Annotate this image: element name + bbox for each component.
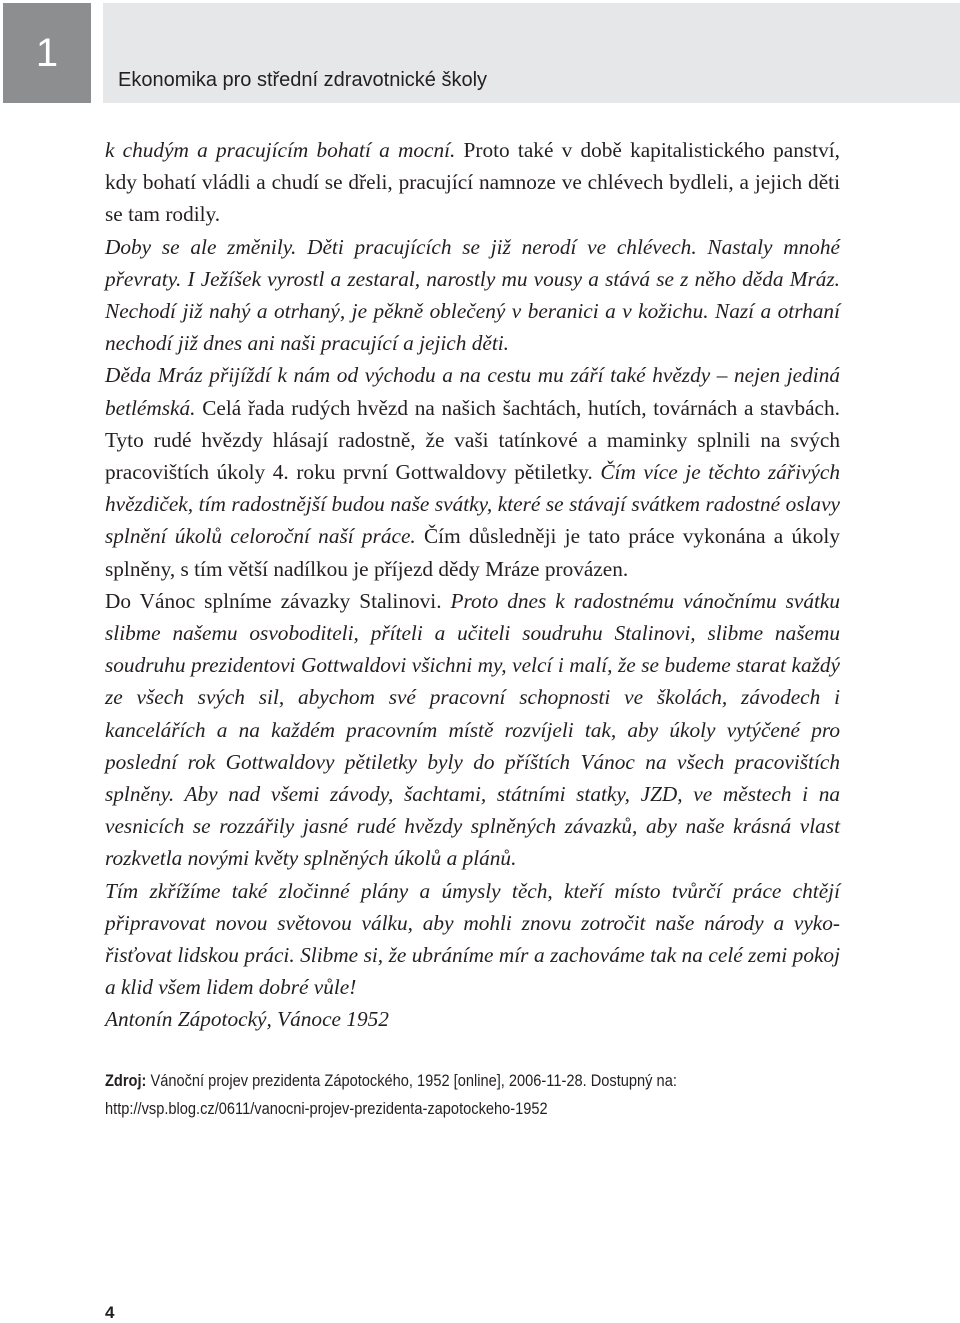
paragraph-4 [105,585,840,875]
paragraph-3-italic: Děda Mráz přijíždí k nám od východu a na cestu mu září také hvězdy – nejen jediná betlémská. [105,363,840,420]
running-header [103,3,960,103]
paragraph-2: Doby se ale změnily. Děti pracujících se již nerodí ve chlévech. Nastaly mnohé převraty. I Ježíšek vyrostl a zestaral, narostly mu vousy a stává se z něho děda Mráz. Nechodí již nahý a otrhaný, je pěkně oblečený v beranici a v kožichu. Nazí a otrhaní nechodí již dnes ani naši pracující a jejich děti. [105,234,840,356]
paragraph-1-italic: k chudým a pracujícím bohatí a mocní. [105,138,456,162]
paragraph-4-italic: Proto dnes k radostnému vánočnímu svátku slibme našemu osvoboditeli, příteli a učiteli soudruhu Stalinovi, slibme našemu soudruhu prezidentovi Gottwaldovi všichni my, velcí i malí, že se budeme starat každý ze všech svých sil, abychom své pracovní schopnosti ve školách, závodech i kancelářích a na každém pracovním místě rozvíjeli tak, aby úkoly vytýčené pro poslední rok Gottwaldovy pětiletky byly do příštích Vánoc na všech pracovištích splněny. Aby nad všemi závody, šachtami, státními statky, JZD, ve městech i na vesnicích se rozzářily jasné rudé hvězdy splněných závazků, aby naše krásná vlast rozkvetla novými květy splněných úkolů a plánů. [105,588,841,871]
chapter-badge [3,3,91,103]
page-number: 4 [105,1303,115,1322]
paragraph-3-regular: Celá řada rudých hvězd na našich šachtách, hutích, továrnách a stavbách. Tyto rudé hvězdy hlásají radostně, že vaši tatínkové a maminky splnili na svých pracovištích úkoly 4. roku první Gottwaldovy pětiletky. [105,395,840,485]
source-text: Vánoční projev prezidenta Zápotockého, 1952 [online], 2006-11-28. Dostupný na: http://vsp.blog.cz/0611/vanocni-projev-prezidenta-zapotockeho-1952 [105,1071,677,1118]
source-label: Zdroj: [105,1071,147,1090]
paragraph-3-regular-2: Čím důsledněji je tato práce vykonána a úkoly splněny, s tím větší nadílkou je příjezd dědy Mráze provázen. [105,524,840,581]
paragraph-3 [105,359,840,584]
paragraph-1 [105,134,840,231]
source-citation [105,1067,737,1123]
paragraph-5: Tím zkřížíme také zločinné plány a úmysly těch, kteří místo tvůrčí práce chtějí připravovat novou světovou válku, aby mohli znovu zotročit naše národy a vykořisťovat lidskou práci. Slibme si, že ubráníme mír a zachováme tak na celé zemi pokoj a klid všem lidem dobré vůle! [105,878,840,1000]
signature: Antonín Zápotocký, Vánoce 1952 [105,1007,389,1032]
speech-text [105,134,840,1036]
chapter-number: 1 [35,31,59,75]
paragraph-1-regular: Proto také v době kapitalistického panství, kdy bohatí vládli a chudí se dřeli, pracující namnoze ve chlévech bydleli, a jejich děti se tam rodily. [105,138,840,227]
paragraph-3-italic-2: Čím více je těchto zářivých hvězdiček, tím radostnější budou naše svátky, které se stávají svátkem radostné oslavy splnění úkolů celoroční naší práce. [105,460,841,549]
paragraph-4-regular: Do Vánoc splníme závazky Stalinovi. [105,588,442,613]
book-title: Ekonomika pro střední zdravotnické školy [118,69,488,91]
